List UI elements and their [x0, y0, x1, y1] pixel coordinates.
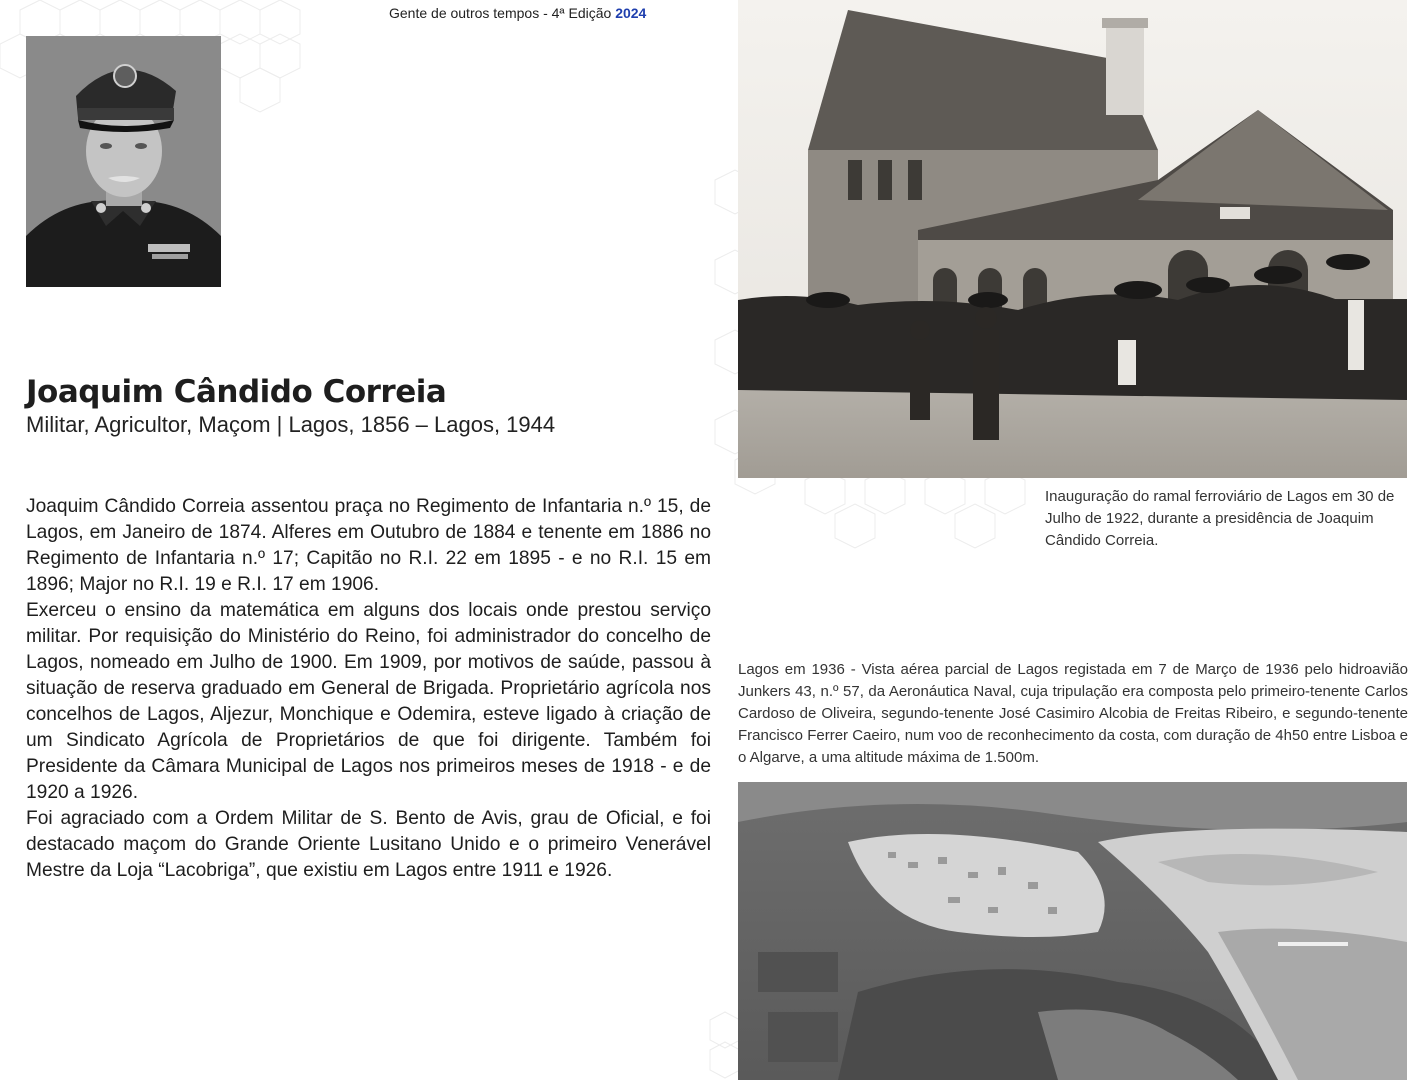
railway-station-photo — [738, 0, 1407, 478]
station-illustration — [738, 0, 1407, 478]
person-subtitle: Militar, Agricultor, Maçom | Lagos, 1856 – Lagos, 1944 — [26, 412, 556, 437]
aerial-illustration — [738, 782, 1407, 1080]
biography-text — [26, 494, 711, 884]
person-name: Joaquim Cândido Correia — [26, 374, 447, 410]
biography-paragraph: Exerceu o ensino da matemática em alguns dos locais onde prestou serviço militar. Por requisição do Ministério do Reino, foi administrador do concelho de Lagos, nomeado em Julho de 1900. Em 1909, por motivos de saúde, passou à situação de reserva graduado em General de Brigada. Proprietário agrícola nos concelhos de Lagos, Aljezur, Monchique e Odemira, esteve ligado à criação de um Sindicato Agrícola de Proprietários de que foi dirigente. Também foi Presidente da Câmara Municipal de Lagos nos primeiros meses de 1918 - e de 1920 a 1926. — [26, 600, 711, 803]
station-photo-caption: Inauguração do ramal ferroviário de Lagos em 30 de Julho de 1922, durante a presidência de Joaquim Cândido Correia. — [1045, 488, 1395, 549]
biography-paragraph: Foi agraciado com a Ordem Militar de S. Bento de Avis, grau de Oficial, e foi destacado maçom do Grande Oriente Lusitano Unido e o primeiro Venerável Mestre da Loja “Lacobriga”, que existiu em Lagos entre 1911 e 1926. — [26, 808, 711, 881]
portrait-photo — [26, 36, 221, 287]
portrait-illustration — [26, 36, 221, 287]
biography-paragraph: Joaquim Cândido Correia assentou praça no Regimento de Infantaria n.º 15, de Lagos, em Janeiro de 1874. Alferes em Outubro de 1884 e tenente em 1886 no Regimento de Infantaria n.º 17; Capitão no R.I. 22 em 1895 - e no R.I. 15 em 1896; Major no R.I. 19 e R.I. 17 em 1906. — [26, 496, 711, 595]
edition-year: 2024 — [615, 5, 647, 21]
aerial-view-photo — [738, 782, 1407, 1080]
edition-header — [389, 5, 646, 21]
edition-text: Gente de outros tempos - 4ª Edição — [389, 5, 612, 21]
aerial-photo-caption: Lagos em 1936 - Vista aérea parcial de Lagos registada em 7 de Março de 1936 pelo hidroavião Junkers 43, n.º 57, da Aeronáutica Naval, cuja tripulação era composta pelo primeiro-tenente Carlos Cardoso de Oliveira, segundo-tenente José Casimiro Alcobia de Freitas Ribeiro, e segundo-tenente Francisco Ferrer Caeiro, num voo de reconhecimento da costa, com duração de 4h50 entre Lisboa e o Algarve, a uma altitude máxima de 1.500m. — [738, 661, 1408, 766]
